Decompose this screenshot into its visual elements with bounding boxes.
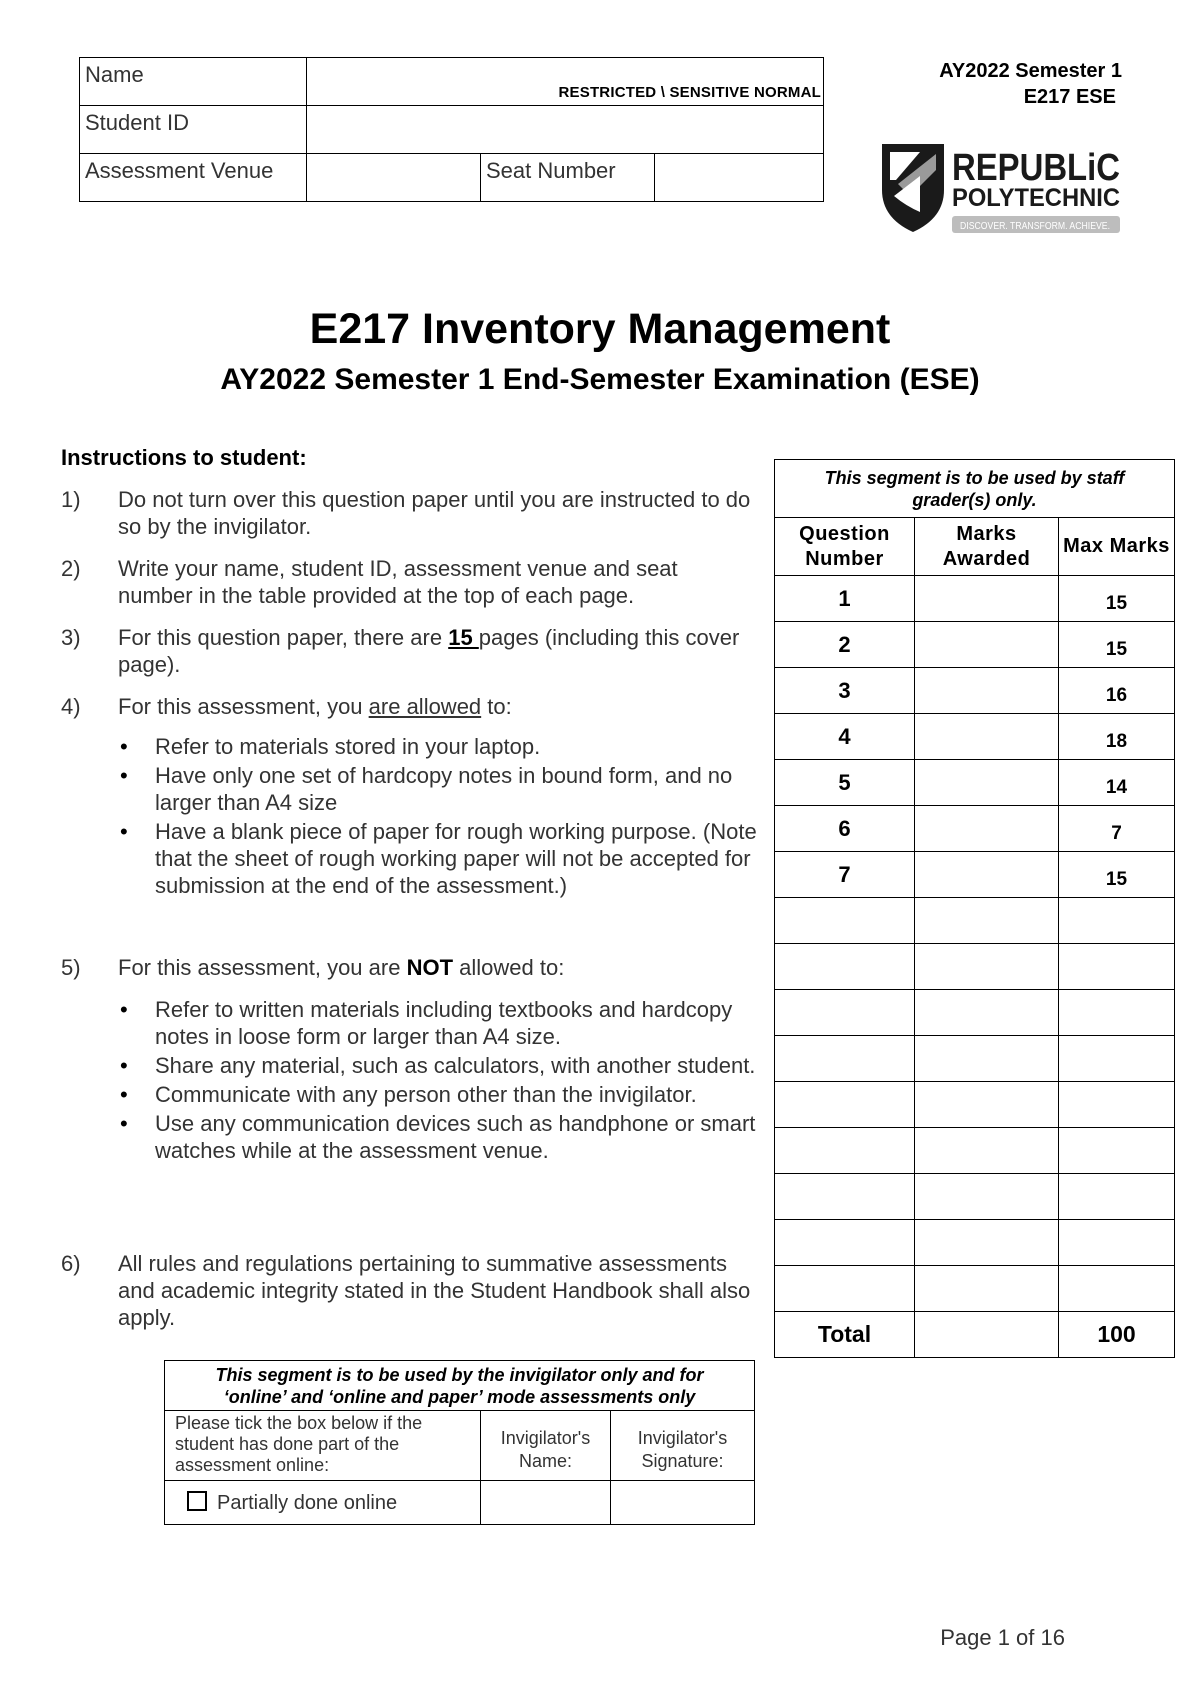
- student-id-row: [80, 106, 824, 154]
- instruction-5: [61, 954, 751, 981]
- total-awarded-cell[interactable]: [915, 1312, 1059, 1358]
- seat-field[interactable]: [655, 154, 824, 202]
- invigilator-table: [164, 1360, 755, 1525]
- logo-line1: REPUBLiC: [952, 147, 1120, 189]
- list-item-text: Have a blank piece of paper for rough working purpose. (Note that the sheet of rough working paper will not be accepted for submission at the end of the assessment.): [155, 819, 757, 898]
- table-row: [775, 714, 1175, 760]
- marks-awarded-cell[interactable]: [915, 806, 1059, 852]
- marks-table: [774, 459, 1175, 1358]
- invigilator-name-label: Invigilator's Name:: [481, 1411, 611, 1481]
- list-item: [118, 996, 758, 1050]
- grader-note: This segment is to be used by staff grader(s) only.: [775, 460, 1175, 518]
- question-number: 1: [775, 576, 915, 622]
- exam-subtitle: AY2022 Semester 1 End-Semester Examination (ESE): [220, 363, 980, 396]
- checkbox-label: Partially done online: [217, 1491, 398, 1514]
- restricted-label: RESTRICTED \ SENSITIVE NORMAL: [558, 84, 821, 101]
- allowed-list: [118, 733, 758, 901]
- list-item-text: Communicate with any person other than the invigilator.: [155, 1082, 697, 1107]
- empty-row: [775, 1220, 1175, 1266]
- venue-label: Assessment Venue: [80, 154, 307, 202]
- student-info-table: [79, 57, 824, 202]
- instructions-heading: Instructions to student:: [61, 445, 307, 470]
- max-marks: 15: [1059, 852, 1175, 898]
- empty-row: [775, 990, 1175, 1036]
- empty-row: [775, 1266, 1175, 1312]
- exam-code-block: [939, 58, 1122, 110]
- empty-row: [775, 1128, 1175, 1174]
- empty-row: [775, 898, 1175, 944]
- max-marks: 7: [1059, 806, 1175, 852]
- instruction-text-post: pages (including this cover page).: [118, 625, 740, 677]
- seat-label: Seat Number: [481, 154, 655, 202]
- max-marks: 15: [1059, 576, 1175, 622]
- invigilator-note-line2: ‘online’ and ‘online and paper’ mode assessments only: [223, 1386, 696, 1407]
- total-max-marks: 100: [1059, 1312, 1175, 1358]
- instruction-text-pre: For this question paper, there are: [118, 625, 449, 650]
- partially-online-option[interactable]: [165, 1481, 481, 1525]
- total-row: [775, 1312, 1175, 1358]
- instruction-number: 1): [61, 487, 81, 512]
- list-item-text: Use any communication devices such as handphone or smart watches while at the assessment venue.: [155, 1111, 756, 1163]
- table-row: [775, 760, 1175, 806]
- max-marks: 14: [1059, 760, 1175, 806]
- question-number: 5: [775, 760, 915, 806]
- tick-instruction: Please tick the box below if the student has done part of the assessment online:: [165, 1411, 481, 1481]
- table-row: [775, 576, 1175, 622]
- invigilator-signature-field[interactable]: [611, 1481, 755, 1525]
- empty-row: [775, 1082, 1175, 1128]
- venue-row: [80, 154, 824, 202]
- list-item-text: Refer to written materials including textbooks and hardcopy notes in loose form or larger than A4 size.: [155, 997, 733, 1049]
- list-item-text: Refer to materials stored in your laptop.: [155, 734, 541, 759]
- exam-title: E217 Inventory Management: [309, 305, 891, 353]
- republic-polytechnic-logo: [880, 140, 1126, 235]
- list-item: [118, 1081, 758, 1108]
- marks-awarded-cell[interactable]: [915, 622, 1059, 668]
- list-item: [118, 818, 758, 899]
- empty-row: [775, 1036, 1175, 1082]
- col-question-number: Question Number: [775, 518, 915, 576]
- logo-tagline: DISCOVER. TRANSFORM. ACHIEVE.: [960, 221, 1110, 232]
- instruction-text-post: allowed to:: [453, 955, 565, 980]
- bullet-icon: •: [120, 819, 128, 844]
- invigilator-note: [165, 1361, 755, 1411]
- list-item-text: Have only one set of hardcopy notes in bound form, and no larger than A4 size: [155, 763, 733, 815]
- name-row: [80, 58, 824, 106]
- marks-awarded-cell[interactable]: [915, 576, 1059, 622]
- question-number: 7: [775, 852, 915, 898]
- course-code-label: E217 ESE: [1023, 86, 1116, 108]
- instruction-text: Write your name, student ID, assessment venue and seat number in the table provided at the top of each page.: [118, 556, 678, 608]
- name-label: Name: [80, 58, 307, 106]
- instruction-text: [118, 954, 751, 981]
- bullet-icon: •: [120, 1111, 128, 1136]
- max-marks: 15: [1059, 622, 1175, 668]
- page-count: 15: [448, 625, 479, 650]
- table-row: [775, 668, 1175, 714]
- marks-awarded-cell[interactable]: [915, 760, 1059, 806]
- list-item: [118, 1110, 758, 1164]
- invigilator-note-line1: This segment is to be used by the invigilator only and for: [215, 1364, 704, 1385]
- list-item-text: Share any material, such as calculators, with another student.: [155, 1053, 756, 1078]
- instruction-text: Do not turn over this question paper until you are instructed to do so by the invigilator.: [118, 487, 751, 539]
- instruction-text: [118, 624, 751, 678]
- instruction-number: 5): [61, 955, 81, 980]
- instruction-1: [61, 486, 751, 540]
- instruction-number: 2): [61, 556, 81, 581]
- list-item: [118, 1052, 758, 1079]
- instruction-2: [61, 555, 751, 609]
- marks-awarded-cell[interactable]: [915, 668, 1059, 714]
- name-field[interactable]: [307, 58, 824, 106]
- bullet-icon: •: [120, 1053, 128, 1078]
- instruction-text-pre: For this assessment, you: [118, 694, 369, 719]
- question-number: 2: [775, 622, 915, 668]
- instruction-6: [61, 1250, 751, 1331]
- not-emphasis: NOT: [406, 955, 454, 980]
- instruction-text-pre: For this assessment, you are: [118, 955, 407, 980]
- not-allowed-list: [118, 996, 758, 1166]
- max-marks: 16: [1059, 668, 1175, 714]
- instruction-text: [118, 693, 751, 720]
- partially-online-checkbox[interactable]: [187, 1491, 207, 1511]
- allowed-emphasis: are allowed: [368, 694, 482, 719]
- list-item: [118, 762, 758, 816]
- instruction-number: 3): [61, 625, 81, 650]
- instruction-4: [61, 693, 751, 720]
- table-row: [775, 852, 1175, 898]
- student-id-field[interactable]: [307, 106, 824, 154]
- empty-row: [775, 1174, 1175, 1220]
- marks-awarded-cell[interactable]: [915, 714, 1059, 760]
- instruction-number: 4): [61, 694, 81, 719]
- empty-row: [775, 944, 1175, 990]
- bullet-icon: •: [120, 763, 128, 788]
- bullet-icon: •: [120, 997, 128, 1022]
- table-row: [775, 806, 1175, 852]
- total-label: Total: [775, 1312, 915, 1358]
- student-id-label: Student ID: [80, 106, 307, 154]
- bullet-icon: •: [120, 734, 128, 759]
- instruction-3: [61, 624, 751, 678]
- invigilator-name-field[interactable]: [481, 1481, 611, 1525]
- instruction-text-post: to:: [481, 694, 512, 719]
- marks-awarded-cell[interactable]: [915, 852, 1059, 898]
- max-marks: 18: [1059, 714, 1175, 760]
- col-marks-awarded: Marks Awarded: [915, 518, 1059, 576]
- question-number: 6: [775, 806, 915, 852]
- table-row: [775, 622, 1175, 668]
- question-number: 3: [775, 668, 915, 714]
- col-max-marks: Max Marks: [1059, 518, 1175, 576]
- semester-label: AY2022 Semester 1: [939, 60, 1122, 82]
- bullet-icon: •: [120, 1082, 128, 1107]
- page-number: Page 1 of 16: [940, 1625, 1065, 1650]
- instruction-text: All rules and regulations pertaining to summative assessments and academic integrity stated in the Student Handbook shall also apply.: [118, 1251, 751, 1330]
- question-number: 4: [775, 714, 915, 760]
- venue-field[interactable]: [307, 154, 481, 202]
- logo-line2: POLYTECHNIC: [952, 184, 1120, 212]
- invigilator-signature-label: Invigilator's Signature:: [611, 1411, 755, 1481]
- instruction-number: 6): [61, 1251, 81, 1276]
- shield-icon: [880, 140, 1126, 235]
- list-item: [118, 733, 758, 760]
